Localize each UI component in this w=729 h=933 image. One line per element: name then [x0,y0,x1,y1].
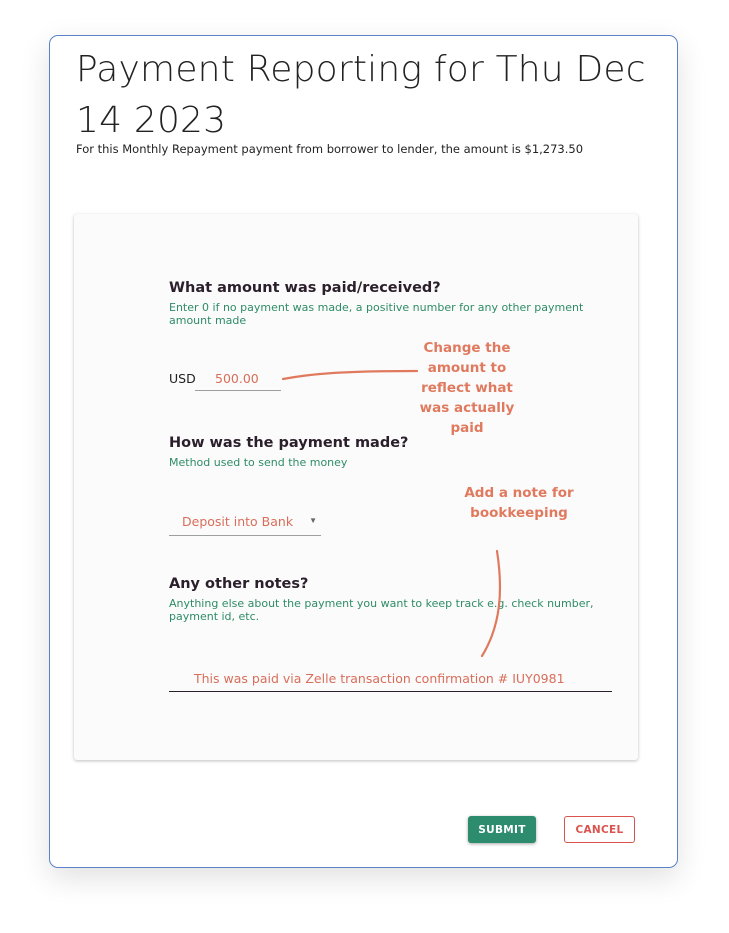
payment-reporting-dialog [49,35,678,868]
method-help-text: Method used to send the money [169,456,348,469]
notes-help-text: Anything else about the payment you want to keep track e.g. check number, payment id, etc. [169,597,594,623]
amount-help-text: Enter 0 if no payment was made, a positive number for any other payment amount made [169,301,584,327]
amount-question: What amount was paid/received? [169,280,441,296]
dropdown-caret-icon: ▼ [309,516,317,525]
method-question: How was the payment made? [169,435,409,451]
cancel-button[interactable]: CANCEL [564,816,635,843]
amount-input[interactable] [195,367,281,391]
submit-button[interactable]: SUBMIT [468,816,536,843]
payment-method-selected: Deposit into Bank [182,514,294,529]
notes-callout: Add a note for bookkeeping [464,485,574,521]
dialog-title: Payment Reporting for Thu Dec 14 2023 [76,49,646,141]
amount-callout: Change the amount to reflect what was actually paid [419,340,515,436]
dialog-subtitle: For this Monthly Repayment payment from borrower to lender, the amount is $1,273.50 [76,142,584,156]
payment-method-select[interactable] [169,512,321,536]
notes-question: Any other notes? [169,576,309,592]
notes-input[interactable] [169,666,612,692]
currency-label: USD [169,371,196,386]
